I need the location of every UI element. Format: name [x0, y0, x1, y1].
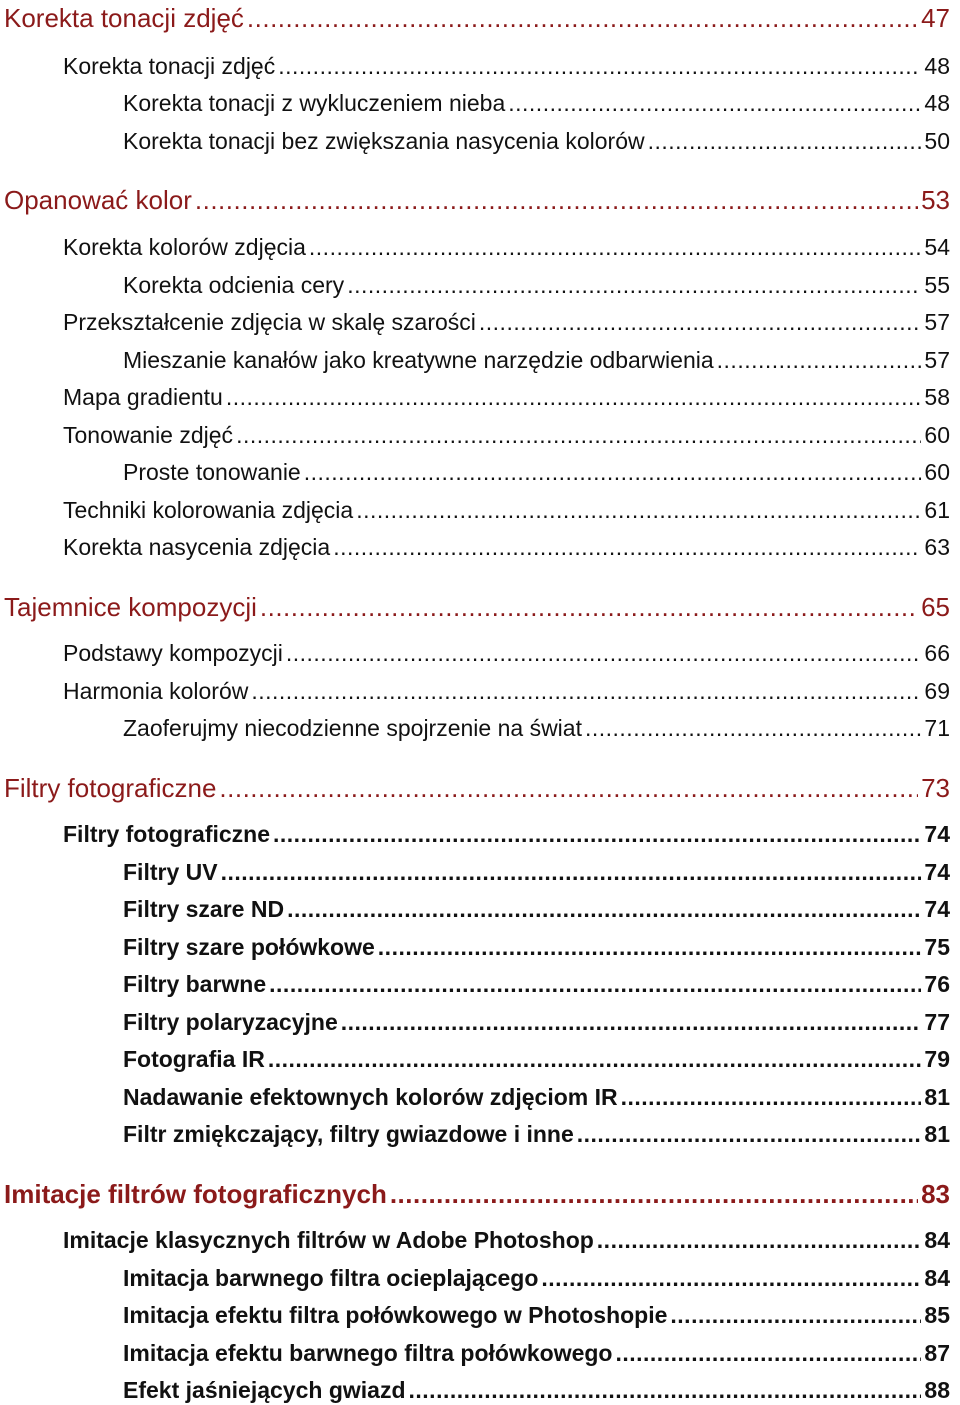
- toc-chapter-row[interactable]: [0, 185, 950, 216]
- toc-entry-title: Podstawy kompozycji: [63, 640, 283, 666]
- leader-dots: [195, 185, 918, 216]
- leader-dots: [670, 1302, 921, 1329]
- toc-entry-title: Imitacja barwnego filtra ocieplającego: [123, 1265, 539, 1291]
- leader-dots: [347, 272, 921, 299]
- toc-page-number: 60: [924, 422, 950, 448]
- toc-entry-title: Tonowanie zdjęć: [63, 422, 234, 448]
- toc-page-number: 48: [924, 90, 950, 116]
- toc-page-number: 79: [924, 1046, 950, 1072]
- toc-page-number: 60: [924, 459, 950, 485]
- toc-row[interactable]: [0, 128, 950, 155]
- toc-row[interactable]: [0, 821, 950, 848]
- toc-entry-title: Korekta tonacji z wykluczeniem nieba: [123, 90, 506, 116]
- leader-dots: [577, 1121, 922, 1148]
- toc-page-number: 50: [924, 128, 950, 154]
- toc-page-number: 69: [924, 678, 950, 704]
- leader-dots: [309, 234, 922, 261]
- toc-page-number: 48: [924, 53, 950, 79]
- toc-row[interactable]: [0, 272, 950, 299]
- toc-row[interactable]: [0, 715, 950, 742]
- leader-dots: [390, 1179, 918, 1210]
- toc-entry-title: Mieszanie kanałów jako kreatywne narzędzie odbarwienia: [123, 347, 714, 373]
- toc-entry-title: Filtry fotograficzne: [4, 773, 217, 803]
- toc-entry-title: Korekta tonacji zdjęć: [63, 53, 276, 79]
- toc-page-number: 76: [924, 971, 950, 997]
- toc-row[interactable]: [0, 1302, 950, 1329]
- toc-page-number: 83: [921, 1179, 950, 1209]
- leader-dots: [648, 128, 922, 155]
- toc-row[interactable]: [0, 497, 950, 524]
- toc-entry-title: Efekt jaśniejących gwiazd: [123, 1377, 406, 1403]
- toc-page-number: 74: [924, 896, 950, 922]
- toc-row[interactable]: [0, 90, 950, 117]
- leader-dots: [287, 896, 921, 923]
- toc-entry-title: Nadawanie efektownych kolorów zdjęciom IR: [123, 1084, 618, 1110]
- leader-dots: [278, 53, 921, 80]
- toc-row[interactable]: [0, 1121, 950, 1148]
- toc-entry-title: Korekta tonacji bez zwiększania nasycenia kolorów: [123, 128, 645, 154]
- toc-row[interactable]: [0, 1377, 950, 1404]
- toc-page-number: 55: [924, 272, 950, 298]
- toc-entry-title: Imitacja efektu barwnego filtra połówkowego: [123, 1340, 613, 1366]
- toc-entry-title: Korekta odcienia cery: [123, 272, 345, 298]
- toc-entry-title: Filtry szare połówkowe: [123, 934, 375, 960]
- toc-page-number: 47: [921, 3, 950, 33]
- leader-dots: [597, 1227, 922, 1254]
- toc-row[interactable]: [0, 234, 950, 261]
- toc-row[interactable]: [0, 934, 950, 961]
- toc-row[interactable]: [0, 1227, 950, 1254]
- toc-row[interactable]: [0, 1340, 950, 1367]
- leader-dots: [541, 1265, 921, 1292]
- toc-page-number: 88: [924, 1377, 950, 1403]
- leader-dots: [585, 715, 921, 742]
- leader-dots: [221, 859, 922, 886]
- toc-entry-title: Filtr zmiękczający, filtry gwiazdowe i inne: [123, 1121, 574, 1147]
- toc-page-number: 81: [924, 1121, 950, 1147]
- toc-entry-title: Korekta tonacji zdjęć: [4, 3, 244, 33]
- toc-entry-title: Fotografia IR: [123, 1046, 265, 1072]
- leader-dots: [378, 934, 922, 961]
- toc-row[interactable]: [0, 1265, 950, 1292]
- toc-page-number: 77: [924, 1009, 950, 1035]
- toc-entry-title: Filtry fotograficzne: [63, 821, 271, 847]
- toc-row[interactable]: [0, 1084, 950, 1111]
- toc-row[interactable]: [0, 53, 950, 80]
- leader-dots: [304, 459, 922, 486]
- toc-entry-title: Filtry szare ND: [123, 896, 285, 922]
- toc-entry-title: Techniki kolorowania zdjęcia: [63, 497, 354, 523]
- leader-dots: [508, 90, 921, 117]
- toc-page-number: 85: [924, 1302, 950, 1328]
- toc-entry-title: Filtry barwne: [123, 971, 267, 997]
- toc-entry-title: Korekta kolorów zdjęcia: [63, 234, 306, 260]
- toc-entry-title: Mapa gradientu: [63, 384, 223, 410]
- toc-row[interactable]: [0, 678, 950, 705]
- toc-entry-title: Filtry UV: [123, 859, 218, 885]
- toc-row[interactable]: [0, 1046, 950, 1073]
- toc-entry-title: Zaoferujmy niecodzienne spojrzenie na świat: [123, 715, 582, 741]
- toc-entry-title: Filtry polaryzacyjne: [123, 1009, 338, 1035]
- toc-row[interactable]: [0, 309, 950, 336]
- toc-page-number: 57: [924, 347, 950, 373]
- toc-entry-title: Imitacje filtrów fotograficznych: [4, 1179, 387, 1209]
- toc-page-number: 65: [921, 592, 950, 622]
- toc-row[interactable]: [0, 859, 950, 886]
- toc-chapter-row[interactable]: [0, 1179, 950, 1210]
- toc-page-number: 84: [924, 1265, 950, 1291]
- leader-dots: [333, 534, 921, 561]
- toc-entry-title: Imitacja efektu filtra połówkowego w Photoshopie: [123, 1302, 668, 1328]
- toc-entry-title: Harmonia kolorów: [63, 678, 249, 704]
- toc-page-number: 61: [924, 497, 950, 523]
- toc-page-number: 74: [924, 821, 950, 847]
- leader-dots: [341, 1009, 922, 1036]
- toc-page-number: 63: [924, 534, 950, 560]
- toc-page-number: 81: [924, 1084, 950, 1110]
- toc-page-number: 54: [924, 234, 950, 260]
- leader-dots: [615, 1340, 921, 1367]
- toc-row[interactable]: [0, 1009, 950, 1036]
- toc-page-number: 84: [924, 1227, 950, 1253]
- toc-chapter-row[interactable]: [0, 3, 950, 34]
- toc-entry-title: Korekta nasycenia zdjęcia: [63, 534, 331, 560]
- toc-entry-title: Proste tonowanie: [123, 459, 301, 485]
- leader-dots: [409, 1377, 922, 1404]
- leader-dots: [260, 592, 918, 623]
- toc-page-number: 71: [924, 715, 950, 741]
- toc-page-number: 75: [924, 934, 950, 960]
- leader-dots: [717, 347, 922, 374]
- toc-row[interactable]: [0, 896, 950, 923]
- toc-page-number: 73: [921, 773, 950, 803]
- toc-row[interactable]: [0, 347, 950, 374]
- leader-dots: [286, 640, 922, 667]
- toc-page-number: 87: [924, 1340, 950, 1366]
- toc-page-number: 66: [924, 640, 950, 666]
- leader-dots: [479, 309, 922, 336]
- toc-entry-title: Przekształcenie zdjęcia w skalę szarości: [63, 309, 476, 335]
- leader-dots: [269, 971, 921, 998]
- leader-dots: [251, 678, 921, 705]
- leader-dots: [236, 422, 921, 449]
- toc-chapter-row[interactable]: [0, 592, 950, 623]
- toc-row[interactable]: [0, 422, 950, 449]
- toc-row[interactable]: [0, 640, 950, 667]
- leader-dots: [273, 821, 921, 848]
- toc-page-number: 58: [924, 384, 950, 410]
- leader-dots: [226, 384, 922, 411]
- toc-chapter-row[interactable]: [0, 773, 950, 804]
- toc-row[interactable]: [0, 534, 950, 561]
- toc-page-number: 57: [924, 309, 950, 335]
- toc-entry-title: Imitacje klasycznych filtrów w Adobe Photoshop: [63, 1227, 594, 1253]
- toc-row[interactable]: [0, 971, 950, 998]
- toc-row[interactable]: [0, 384, 950, 411]
- leader-dots: [247, 3, 918, 34]
- leader-dots: [219, 773, 918, 804]
- leader-dots: [268, 1046, 922, 1073]
- toc-entry-title: Tajemnice kompozycji: [4, 592, 257, 622]
- leader-dots: [356, 497, 921, 524]
- toc-row[interactable]: [0, 459, 950, 486]
- leader-dots: [621, 1084, 922, 1111]
- toc-page-number: 74: [924, 859, 950, 885]
- toc-page-number: 53: [921, 185, 950, 215]
- toc-entry-title: Opanować kolor: [4, 185, 192, 215]
